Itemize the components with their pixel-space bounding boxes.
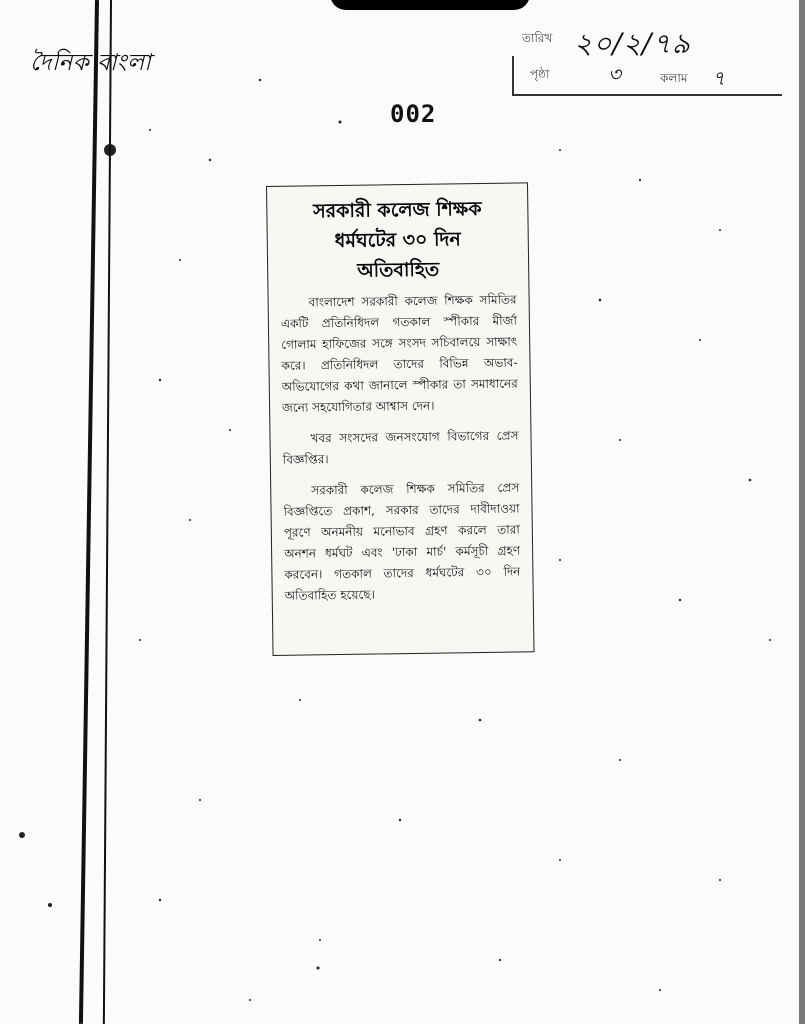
article-paragraph: খবর সংসদের জনসংযোগ বিভাগের প্রেস বিজ্ঞপ্তির। (282, 428, 519, 467)
archive-stamp (512, 8, 780, 92)
headline-line: অতিবাহিত (357, 258, 440, 282)
newspaper-clipping (266, 182, 535, 656)
page-edge (799, 0, 805, 1024)
stamp-date: ২০/২/৭৯ (574, 27, 691, 60)
page-number: 002 (390, 100, 437, 128)
article-headline (279, 194, 516, 287)
headline-line: ধর্মঘটের ৩০ দিন (334, 228, 461, 253)
article-paragraph: বাংলাদেশ সরকারী কলেজ শিক্ষক সমিতির একটি প্রতিনিধিদল গতকাল স্পীকার মীর্জা গোলাম হাফিজের সঙ্গে সংসদ সচিবালয়ে সাক্ষাৎ করে। প্রতিনিধিদল তাদের বিভিন্ন অভাব-অভিযোগের কথা জানালে স্পীকার তা সমাধানের জন্যে সহযোগিতার আশ্বাস দেন। (280, 292, 518, 415)
scan-smudge (330, 0, 530, 10)
stamp-date-label: তারিখ (522, 31, 553, 45)
stamp-column-label: কলাম (660, 71, 688, 85)
stamp-page-label: পৃষ্ঠা (530, 67, 550, 81)
stamp-page: ৩ (608, 62, 622, 86)
stamp-column: ৭ (712, 66, 726, 90)
article-paragraph: সরকারী কলেজ শিক্ষক সমিতির প্রেস বিজ্ঞপ্তিতে প্রকাশ, সরকার তাদের দাবীদাওয়া পূরণে অনমনীয় মনোভাব গ্রহণ করলে তারা অনশন ধর্মঘট এবং 'ঢাকা মার্চ' কর্মসূচী গ্রহণ করবেন। গতকাল তাদের ধর্মঘটের ৩০ দিন অতিবাহিত হয়েছে। (283, 480, 521, 603)
newspaper-name: দৈনিক বাংলা (30, 50, 152, 76)
headline-line: সরকারী কলেজ শিক্ষক (313, 197, 482, 223)
